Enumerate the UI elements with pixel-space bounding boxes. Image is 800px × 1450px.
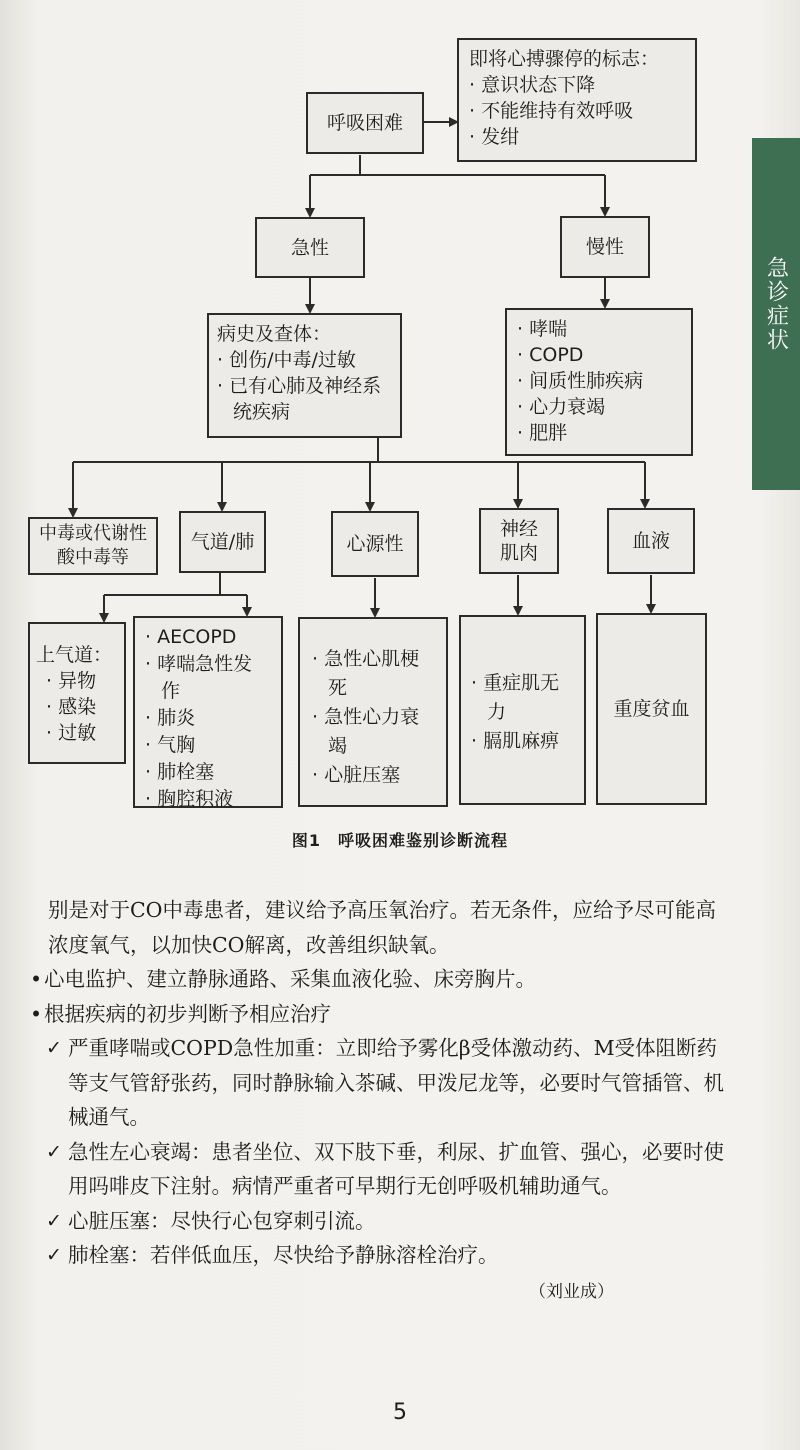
check-text: 严重哮喘或COPD急性加重：立即给予雾化β受体激动药、M受体阻断药等支气管舒张药，同时静脉输入茶碱、甲泼尼龙等，必要时气管插管、机械通气。	[68, 1036, 724, 1129]
arrest-signs-title: 即将心搏骤停的标志：	[469, 48, 660, 70]
upper-airway-item: · 感染	[46, 694, 118, 720]
neuro-cause-item: · 膈肌麻痹	[471, 727, 574, 756]
cardiac-cause-item: · 急性心力衰竭	[312, 703, 434, 761]
body-text	[30, 893, 724, 1309]
arrest-sign-item: · 不能维持有效呼吸	[469, 98, 685, 124]
bullet-item	[30, 997, 724, 1032]
upper-airway-title: 上气道：	[36, 644, 113, 666]
check-item	[46, 1204, 724, 1239]
lung-cause-item: · 肺炎	[145, 705, 271, 732]
history-exam-box	[207, 313, 402, 438]
history-exam-title: 病史及查体：	[217, 323, 332, 345]
cardiac-cause-item: · 急性心肌梗死	[312, 645, 434, 703]
bullet-text: 根据疾病的初步判断予相应治疗	[44, 1001, 331, 1026]
blood-box	[607, 508, 695, 574]
check-mark-icon: ✓	[46, 1037, 62, 1059]
chronic-cause-item: · 间质性肺疾病	[517, 368, 681, 394]
chronic-cause-item: · 肥胖	[517, 420, 681, 446]
chronic-box	[560, 216, 650, 278]
chronic-cause-item: · 心力衰竭	[517, 394, 681, 420]
toxic-metabolic-box	[28, 517, 158, 575]
acute-label: 急性	[290, 236, 329, 259]
neuro-cause-item: · 重症肌无力	[471, 669, 574, 727]
bullet-dot-icon: •	[30, 967, 43, 991]
lung-cause-item: · 哮喘急性发作	[145, 651, 271, 705]
lung-cause-item: · 气胸	[145, 732, 271, 759]
chronic-cause-item: · COPD	[517, 342, 681, 368]
history-exam-item: · 已有心肺及神经系统疾病	[217, 373, 392, 425]
arrest-sign-item: · 发绀	[469, 124, 685, 150]
dyspnea-box	[306, 92, 424, 154]
bullet-text: 心电监护、建立静脉通路、采集血液化验、床旁胸片。	[44, 967, 536, 991]
acute-box	[255, 217, 365, 278]
history-exam-item: · 创伤/中毒/过敏	[217, 347, 392, 373]
check-text: 心脏压塞：尽快行心包穿刺引流。	[68, 1208, 376, 1233]
lung-causes-box	[133, 616, 283, 808]
check-text: 急性左心衰竭：患者坐位、双下肢下垂，利尿、扩血管、强心，必要时使用吗啡皮下注射。病情严重者可早期行无创呼吸机辅助通气。	[68, 1139, 724, 1198]
airway-lung-label: 气道/肺	[190, 531, 255, 553]
anemia-label: 重度贫血	[613, 698, 690, 720]
neuromuscular-label: 神经肌肉	[499, 518, 538, 564]
check-item	[46, 1031, 724, 1135]
arrest-sign-item: · 意识状态下降	[469, 72, 685, 98]
lung-cause-item: · AECOPD	[145, 624, 271, 651]
check-mark-icon: ✓	[46, 1140, 62, 1163]
check-item	[46, 1238, 724, 1273]
check-item	[46, 1135, 724, 1204]
airway-lung-box	[179, 511, 266, 573]
cardiac-label: 心源性	[346, 533, 404, 555]
check-text: 肺栓塞：若伴低血压，尽快给予静脉溶栓治疗。	[68, 1243, 499, 1267]
upper-airway-item: · 异物	[46, 668, 118, 694]
check-mark-icon: ✓	[46, 1209, 62, 1232]
section-side-tab: 急诊症状	[752, 138, 800, 490]
neuro-causes-box	[459, 615, 586, 805]
paragraph: 别是对于CO中毒患者，建议给予高压氧治疗。若无条件，应给予尽可能高浓度氧气，以加快CO解离，改善组织缺氧。	[48, 898, 716, 957]
chronic-label: 慢性	[585, 236, 624, 258]
upper-airway-item: · 过敏	[46, 720, 118, 746]
check-mark-icon: ✓	[46, 1244, 62, 1266]
bullet-item	[30, 962, 724, 997]
cardiac-box	[331, 511, 419, 577]
chronic-causes-box	[505, 308, 693, 456]
cardiac-cause-item: · 心脏压塞	[312, 761, 434, 790]
upper-airway-box	[28, 622, 126, 764]
toxic-metabolic-label: 中毒或代谢性酸中毒等	[39, 523, 147, 568]
arrest-signs-box	[457, 38, 697, 162]
blood-label: 血液	[631, 530, 670, 552]
author-credit: （刘业成）	[529, 1281, 614, 1302]
lung-cause-item: · 肺栓塞	[145, 759, 271, 786]
dyspnea-label: 呼吸困难	[326, 112, 403, 134]
anemia-box	[596, 613, 707, 805]
bullet-dot-icon: •	[30, 1001, 43, 1026]
lung-cause-item: · 胸腔积液	[145, 786, 271, 813]
neuromuscular-box	[479, 508, 559, 574]
chronic-cause-item: · 哮喘	[517, 316, 681, 342]
figure-caption: 图1 呼吸困难鉴别诊断流程	[291, 831, 509, 850]
page-number: 5	[393, 1400, 407, 1425]
cardiac-causes-box	[298, 617, 448, 807]
